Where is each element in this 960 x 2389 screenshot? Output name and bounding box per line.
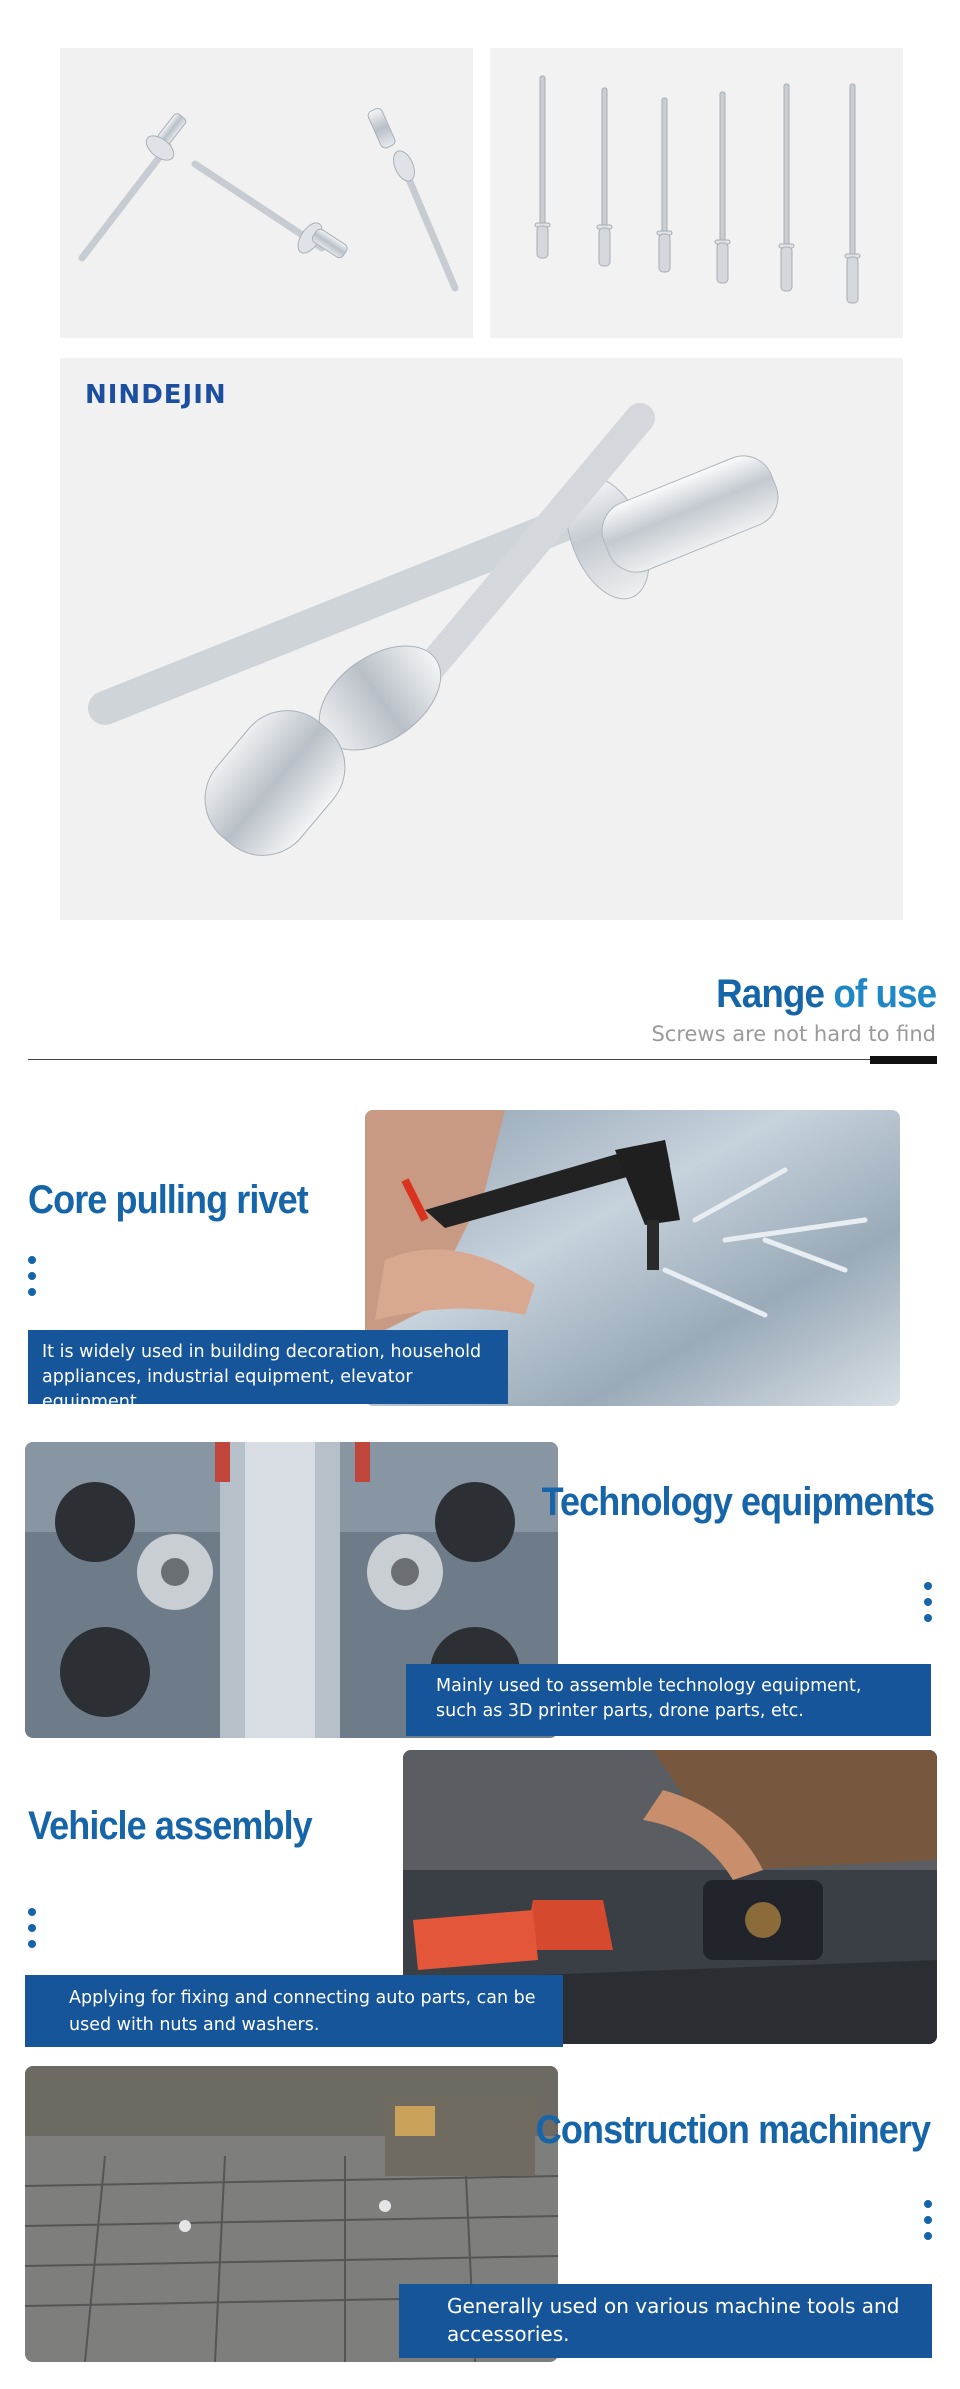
section-title-technology-equipments: Technology equipments: [541, 1480, 934, 1524]
range-subtitle: Screws are not hard to find: [651, 1022, 936, 1046]
range-title-part1: Range: [715, 972, 824, 1016]
range-title-part2: of use: [833, 972, 936, 1016]
range-of-use-title: [716, 972, 936, 1017]
dots-decoration: [28, 1908, 36, 1956]
section-description-technology-equipments: Mainly used to assemble technology equipment, such as 3D printer parts, drone parts, etc.: [406, 1664, 931, 1736]
section-description-vehicle-assembly: Applying for fixing and connecting auto parts, can be used with nuts and washers.: [25, 1975, 563, 2047]
section-title-core-pulling-rivet: Core pulling rivet: [28, 1178, 308, 1222]
product-photo-three-rivets: [60, 48, 473, 338]
section-description-construction-machinery: Generally used on various machine tools and accessories.: [399, 2284, 932, 2358]
product-photo-large-rivets: [60, 358, 903, 920]
section-title-vehicle-assembly: Vehicle assembly: [28, 1804, 312, 1848]
divider-accent: [870, 1056, 937, 1064]
product-photo-six-rivets: [490, 48, 903, 338]
brand-logo: NINDEJIN: [85, 380, 227, 410]
dots-decoration: [924, 1582, 932, 1630]
dots-decoration: [28, 1256, 36, 1304]
section-divider: [28, 1059, 936, 1060]
dots-decoration: [924, 2200, 932, 2248]
section-title-construction-machinery: Construction machinery: [535, 2108, 930, 2152]
section-description-core-pulling-rivet: It is widely used in building decoration, household appliances, industrial equipment, elevator equipment: [28, 1330, 508, 1404]
